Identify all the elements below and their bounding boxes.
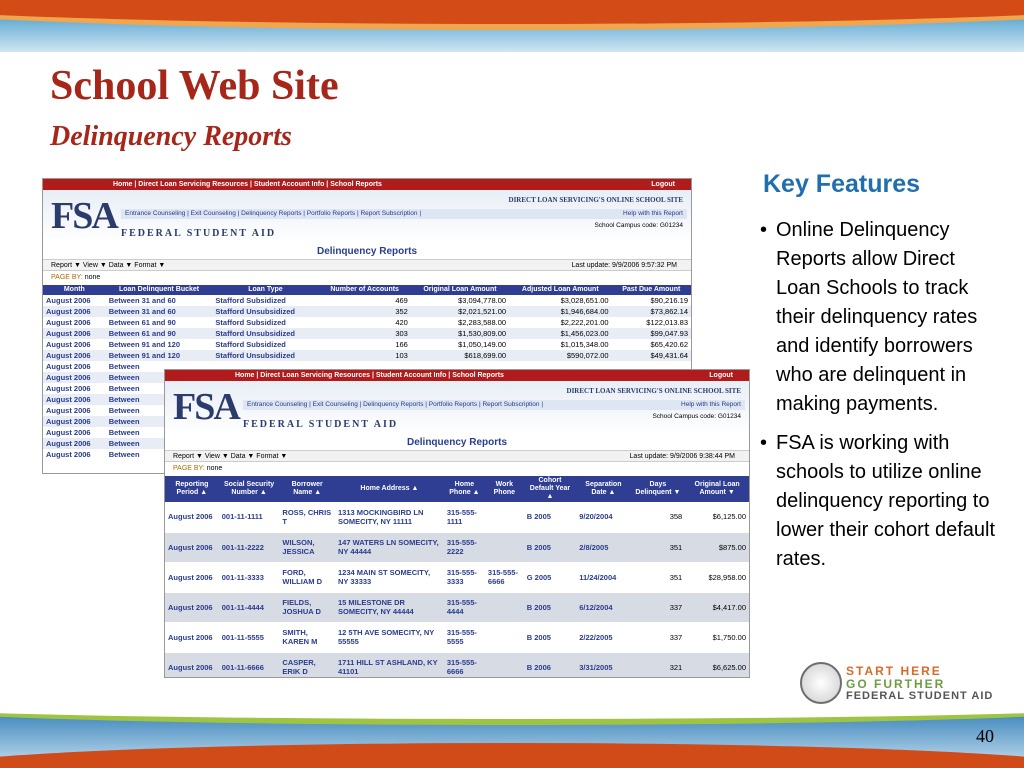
logout-link[interactable]: Logout [709, 372, 733, 379]
column-header[interactable]: Work Phone [485, 476, 524, 502]
table-cell[interactable]: Between [106, 416, 213, 427]
table-row [43, 328, 691, 339]
table-cell: 1313 MOCKINGBIRD LN SOMECITY, NY 11111 [335, 502, 444, 532]
site-label: DIRECT LOAN SERVICING'S ONLINE SCHOOL SITE [566, 387, 741, 395]
bottom-swoosh-green [0, 705, 1024, 725]
column-header[interactable]: Number of Accounts [318, 285, 410, 295]
table-cell: 12 5TH AVE SOMECITY, NY 55555 [335, 622, 444, 652]
table-row [43, 339, 691, 350]
table-cell: 001-11-4444 [219, 592, 280, 622]
table-row [165, 622, 749, 652]
table-cell[interactable]: Stafford Subsidized [215, 340, 286, 349]
table-row [165, 502, 749, 532]
top-banner-swoosh [0, 0, 1024, 30]
table-cell: 315-555-4444 [444, 592, 485, 622]
top-nav-links[interactable]: Home | Direct Loan Servicing Resources | Student Account Info | School Reports [235, 372, 504, 379]
table-cell[interactable]: August 2006 [46, 428, 91, 437]
table-cell[interactable]: August 2006 [46, 406, 91, 415]
table-cell: 358 [631, 502, 686, 532]
table-row [43, 350, 691, 361]
table-cell[interactable]: August 2006 [43, 416, 106, 427]
bullet-item: • FSA is working with schools to utilize online delinquency reporting to lower their cohort default rates. [760, 429, 1000, 574]
fsa-name: FEDERAL STUDENT AID [121, 228, 277, 239]
table-cell: $90,216.19 [650, 296, 688, 305]
table-cell: $1,050,149.00 [458, 340, 507, 349]
table-cell: 337 [631, 622, 686, 652]
table-cell: 315-555-3333 [444, 562, 485, 592]
column-header[interactable]: Original Loan Amount [411, 285, 509, 295]
table-row [165, 652, 749, 678]
sub-nav-links[interactable]: Entrance Counseling | Exit Counseling | Delinquency Reports | Portfolio Reports | Report Subscription | [125, 210, 422, 217]
column-header[interactable]: Loan Type [212, 285, 318, 295]
slide-title: School Web Site [50, 63, 339, 109]
fsa-logo: FSA [173, 386, 239, 428]
page-by-value: none [84, 274, 101, 281]
table-cell: 001-11-2222 [219, 532, 280, 562]
table-cell: $1,456,023.00 [509, 328, 612, 339]
table-cell [485, 652, 524, 678]
detail-table [165, 476, 749, 678]
column-header[interactable]: Cohort Default Year ▲ [524, 476, 576, 502]
table-cell: 315-555-6666 [485, 562, 524, 592]
table-cell: SMITH, KAREN M [279, 622, 335, 652]
table-cell[interactable]: August 2006 [46, 362, 91, 371]
table-cell[interactable]: Between 31 and 60 [106, 306, 213, 317]
page-number: 40 [976, 726, 994, 746]
sub-nav[interactable] [121, 209, 687, 219]
table-cell[interactable]: August 2006 [43, 350, 106, 361]
column-header[interactable]: Borrower Name ▲ [279, 476, 335, 502]
table-cell[interactable]: August 2006 [43, 372, 106, 383]
logo-line-2: GO FURTHER [846, 677, 946, 691]
column-header[interactable]: Social Security Number ▲ [219, 476, 280, 502]
logo-line-3: FEDERAL STUDENT AID [846, 690, 994, 702]
table-cell: $65,420.62 [650, 340, 688, 349]
table-cell: 9/20/2004 [576, 502, 630, 532]
table-cell[interactable]: Between 61 and 90 [106, 328, 213, 339]
table-cell[interactable]: Stafford Unsubsidized [212, 306, 318, 317]
table-cell[interactable]: August 2006 [165, 622, 219, 652]
table-cell[interactable]: Between [106, 372, 213, 383]
table-cell[interactable]: August 2006 [165, 502, 219, 532]
table-cell: 321 [631, 652, 686, 678]
column-header[interactable]: Loan Delinquent Bucket [106, 285, 213, 295]
table-cell[interactable]: August 2006 [165, 592, 219, 622]
table-cell: $4,417.00 [685, 592, 749, 622]
table-cell: 001-11-3333 [219, 562, 280, 592]
page-by-label: PAGE BY: [173, 465, 205, 472]
table-cell: 1711 HILL ST ASHLAND, KY 41101 [335, 652, 444, 678]
table-cell [485, 592, 524, 622]
top-nav-links[interactable]: Home | Direct Loan Servicing Resources | Student Account Info | School Reports [113, 181, 382, 188]
table-cell[interactable]: Stafford Unsubsidized [212, 328, 318, 339]
table-cell: 11/24/2004 [576, 562, 630, 592]
table-cell: 351 [631, 532, 686, 562]
table-cell: 001-11-5555 [219, 622, 280, 652]
table-cell: 315-555-6666 [444, 652, 485, 678]
table-cell[interactable]: Between [108, 450, 140, 459]
table-cell[interactable]: Between [108, 384, 140, 393]
table-cell: ROSS, CHRIS T [279, 502, 335, 532]
table-cell: $2,021,521.00 [411, 306, 509, 317]
table-row [165, 592, 749, 622]
table-cell: $2,283,588.00 [458, 318, 507, 327]
table-cell: 2/22/2005 [576, 622, 630, 652]
table-cell: $3,028,651.00 [560, 296, 609, 305]
table-cell[interactable]: August 2006 [165, 532, 219, 562]
logout-link[interactable]: Logout [651, 181, 675, 188]
table-cell: $1,750.00 [685, 622, 749, 652]
table-cell: B 2005 [524, 532, 576, 562]
table-cell: 147 WATERS LN SOMECITY, NY 44444 [335, 532, 444, 562]
table-cell: B 2006 [524, 652, 576, 678]
fsa-name: FEDERAL STUDENT AID [243, 419, 399, 430]
bottom-banner [0, 705, 1024, 768]
column-header[interactable]: Reporting Period ▲ [165, 476, 219, 502]
page-by-value: none [206, 465, 223, 472]
table-cell [485, 502, 524, 532]
table-cell: 315-555-2222 [444, 532, 485, 562]
sub-nav[interactable] [243, 400, 745, 410]
bullet-item: • Online Delinquency Reports allow Direct Loan Schools to track their delinquency rates and identify borrowers who are delinquent in making payments. [760, 216, 1000, 419]
column-header[interactable]: Days Delinquent ▼ [631, 476, 686, 502]
last-update: Last update: 9/9/2006 9:57:32 PM [571, 262, 677, 269]
table-cell[interactable]: August 2006 [46, 384, 91, 393]
key-features-list [760, 216, 1000, 584]
table-cell: 420 [395, 318, 408, 327]
table-cell: $618,699.00 [411, 350, 509, 361]
table-cell: B 2005 [524, 502, 576, 532]
table-cell[interactable]: August 2006 [43, 394, 106, 405]
table-row [43, 295, 691, 306]
table-cell: 315-555-1111 [444, 502, 485, 532]
table-cell[interactable]: August 2006 [46, 340, 91, 349]
last-update: Last update: 9/9/2006 9:38:44 PM [629, 453, 735, 460]
table-cell[interactable]: August 2006 [43, 438, 106, 449]
table-cell: $590,072.00 [509, 350, 612, 361]
table-cell[interactable]: Between 31 and 60 [108, 296, 176, 305]
site-label: DIRECT LOAN SERVICING'S ONLINE SCHOOL SITE [508, 196, 683, 204]
table-cell[interactable]: Between [108, 428, 140, 437]
table-cell: $122,013.83 [646, 318, 688, 327]
table-cell[interactable]: Between [106, 394, 213, 405]
column-header[interactable]: Past Due Amount [612, 285, 691, 295]
bottom-swoosh-orange [0, 743, 1024, 768]
table-cell: 352 [318, 306, 410, 317]
table-cell: 469 [395, 296, 408, 305]
table-cell[interactable]: August 2006 [46, 296, 91, 305]
table-row [165, 532, 749, 562]
table-cell: 3/31/2005 [576, 652, 630, 678]
sub-nav-links[interactable]: Entrance Counseling | Exit Counseling | Delinquency Reports | Portfolio Reports | Report Subscription | [247, 401, 544, 408]
logo-line-1: START HERE [846, 664, 942, 678]
table-row [43, 306, 691, 317]
column-header[interactable]: Adjusted Loan Amount [509, 285, 612, 295]
table-cell: $6,625.00 [685, 652, 749, 678]
top-nav[interactable] [43, 179, 691, 190]
table-cell: $49,431.64 [612, 350, 691, 361]
table-cell: WILSON, JESSICA [279, 532, 335, 562]
page-by-label: PAGE BY: [51, 274, 83, 281]
table-cell: $6,125.00 [685, 502, 749, 532]
table-cell: 337 [631, 592, 686, 622]
table-cell[interactable]: Between [108, 406, 140, 415]
table-cell[interactable]: August 2006 [165, 562, 219, 592]
table-row [43, 317, 691, 328]
fsa-logo: FSA [51, 195, 117, 237]
table-cell: 15 MILESTONE DR SOMECITY, NY 44444 [335, 592, 444, 622]
table-cell: B 2005 [524, 622, 576, 652]
table-cell: $2,222,201.00 [560, 318, 609, 327]
report-title: Delinquency Reports [316, 246, 418, 257]
table-cell [485, 532, 524, 562]
table-cell: FORD, WILLIAM D [279, 562, 335, 592]
page-by [43, 271, 691, 285]
table-cell[interactable]: Between 61 and 90 [108, 318, 176, 327]
table-cell: 315-555-5555 [444, 622, 485, 652]
key-features-heading: Key Features [763, 170, 921, 198]
table-cell[interactable]: August 2006 [46, 450, 91, 459]
campus-code: School Campus code: G01234 [652, 413, 741, 420]
column-header[interactable]: Month [43, 285, 106, 295]
column-header[interactable]: Home Phone ▲ [444, 476, 485, 502]
report-toolbar[interactable] [43, 259, 691, 271]
table-cell: 103 [318, 350, 410, 361]
table-cell[interactable]: Stafford Subsidized [215, 296, 286, 305]
table-cell: 303 [318, 328, 410, 339]
table-cell: 001-11-6666 [219, 652, 280, 678]
table-cell: $875.00 [685, 532, 749, 562]
table-cell: B 2005 [524, 592, 576, 622]
table-cell: $1,015,348.00 [560, 340, 609, 349]
slide-subtitle: Delinquency Reports [50, 121, 292, 152]
table-cell: FIELDS, JOSHUA D [279, 592, 335, 622]
table-cell: G 2005 [524, 562, 576, 592]
table-cell[interactable]: Stafford Unsubsidized [212, 350, 318, 361]
table-cell: CASPER, ERIK D [279, 652, 335, 678]
table-cell [485, 622, 524, 652]
toolbar-menus[interactable]: Report ▼ View ▼ Data ▼ Format ▼ [51, 262, 166, 269]
help-link[interactable]: Help with this Report [623, 210, 683, 217]
table-cell[interactable]: Between [108, 362, 140, 371]
table-cell: 166 [395, 340, 408, 349]
table-cell: 1234 MAIN ST SOMECITY, NY 33333 [335, 562, 444, 592]
table-cell: 001-11-1111 [219, 502, 280, 532]
campus-code: School Campus code: G01234 [594, 222, 683, 229]
table-cell: 6/12/2004 [576, 592, 630, 622]
report-title: Delinquency Reports [406, 437, 508, 448]
report-toolbar[interactable] [165, 450, 749, 462]
top-banner [0, 0, 1024, 52]
table-cell: 2/8/2005 [576, 532, 630, 562]
table-cell: $1,530,809.00 [411, 328, 509, 339]
table-cell: $28,958.00 [685, 562, 749, 592]
detail-report-screenshot [164, 369, 750, 678]
help-link[interactable]: Help with this Report [681, 401, 741, 408]
fsa-start-here-logo [800, 662, 996, 706]
table-cell[interactable]: Between 91 and 120 [106, 350, 213, 361]
table-cell[interactable]: Stafford Subsidized [215, 318, 286, 327]
table-cell[interactable]: Between 91 and 120 [108, 340, 180, 349]
table-cell: $3,094,778.00 [458, 296, 507, 305]
toolbar-menus[interactable]: Report ▼ View ▼ Data ▼ Format ▼ [173, 453, 288, 460]
table-cell: $73,862.14 [612, 306, 691, 317]
table-cell[interactable]: Between [106, 438, 213, 449]
page-by [165, 462, 749, 476]
header-band [165, 381, 749, 435]
table-cell: $99,047.93 [612, 328, 691, 339]
header-band [43, 190, 691, 244]
table-cell[interactable]: August 2006 [46, 318, 91, 327]
table-cell[interactable]: August 2006 [43, 306, 106, 317]
top-nav[interactable] [165, 370, 749, 381]
column-header[interactable]: Original Loan Amount ▼ [685, 476, 749, 502]
table-row [165, 562, 749, 592]
column-header[interactable]: Home Address ▲ [335, 476, 444, 502]
column-header[interactable]: Separation Date ▲ [576, 476, 630, 502]
table-cell: $1,946,684.00 [509, 306, 612, 317]
table-cell[interactable]: August 2006 [165, 652, 219, 678]
table-cell: 351 [631, 562, 686, 592]
seal-icon [800, 662, 842, 704]
table-cell[interactable]: August 2006 [43, 328, 106, 339]
